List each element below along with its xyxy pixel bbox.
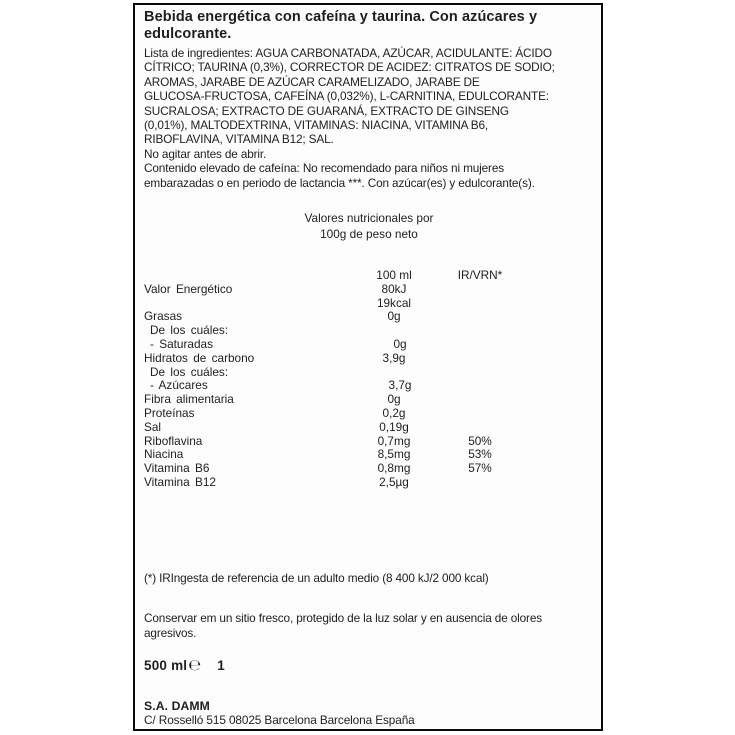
caffeine-warning-line: Contenido elevado de cafeína: No recomendado para niños ni mujeres bbox=[144, 161, 504, 176]
ri-percentage bbox=[453, 366, 519, 380]
ri-percentage bbox=[447, 393, 513, 407]
table-row bbox=[144, 393, 592, 407]
amount-value: 0,7mg bbox=[377, 433, 411, 448]
amount-value: 0g bbox=[387, 392, 401, 407]
nutrient-label: De los cuáles: bbox=[150, 323, 229, 338]
table-row bbox=[144, 352, 592, 366]
product-title-line: Bebida energética con cafeína y taurina. Con azúcares y bbox=[144, 9, 538, 25]
nutrient-label: Grasas bbox=[144, 309, 183, 324]
ri-percentage bbox=[453, 338, 519, 352]
table-row bbox=[144, 283, 592, 297]
ri-percentage bbox=[447, 476, 513, 490]
nutrition-heading-line: Valores nutricionales por bbox=[304, 211, 434, 226]
nutrition-table bbox=[144, 269, 592, 490]
nutrient-label: - Saturadas bbox=[150, 337, 213, 352]
amount-value: 3,9g bbox=[382, 350, 406, 365]
ingredients-line: (0,01%), MALTODEXTRINA, VITAMINAS: NIACINA, VITAMINA B6, bbox=[144, 118, 489, 133]
amount-value: 0,2g bbox=[382, 406, 406, 421]
ri-percentage: 50% bbox=[468, 433, 492, 448]
storage-instructions bbox=[144, 611, 592, 640]
ri-percentage bbox=[447, 310, 513, 324]
amount-value: 0g bbox=[387, 309, 401, 324]
ingredients-line: RIBOFLAVINA, VITAMINA B12; SAL. bbox=[144, 132, 334, 147]
nutrient-label: Vitamina B12 bbox=[144, 475, 216, 490]
nutrient-label: Riboflavina bbox=[144, 433, 203, 448]
storage-line: agresivos. bbox=[144, 625, 197, 640]
product-label bbox=[133, 3, 603, 731]
table-header-row bbox=[144, 269, 592, 283]
table-row bbox=[144, 338, 592, 352]
ri-percentage: 53% bbox=[468, 447, 492, 462]
amount-value: 19kcal bbox=[376, 295, 412, 310]
amount-value: 8,5mg bbox=[377, 447, 411, 462]
nutrient-label: Vitamina B6 bbox=[144, 461, 210, 476]
nutrient-label: Fibra alimentaria bbox=[144, 392, 234, 407]
ri-percentage bbox=[447, 352, 513, 366]
caffeine-warning-line: embarazadas o en periodo de lactancia ***. Con azúcar(es) y edulcorante(s). bbox=[144, 175, 535, 190]
storage-line: Conservar em un sitio fresco, protegido de la luz solar y en ausencia de olores bbox=[144, 611, 542, 626]
net-volume: 500 ml bbox=[144, 658, 188, 674]
nutrient-label: Sal bbox=[144, 419, 162, 434]
no-shake-note: No agitar antes de abrir. bbox=[144, 146, 267, 161]
nutrient-label bbox=[144, 269, 349, 283]
ri-percentage bbox=[447, 407, 513, 421]
unit-count: 1 bbox=[217, 658, 225, 674]
table-row bbox=[144, 407, 592, 421]
ingredients-list bbox=[144, 46, 592, 147]
ingredients-line: AROMAS, JARABE DE AZÚCAR CARAMELIZADO, JARABE DE bbox=[144, 74, 480, 89]
net-volume-line bbox=[144, 656, 592, 674]
amount-value: 0g bbox=[393, 337, 407, 352]
nutrition-values-heading bbox=[199, 211, 539, 242]
ingredients-line: Lista de ingredientes: AGUA CARBONATADA, AZÚCAR, ACIDULANTE: ÁCIDO bbox=[144, 46, 552, 60]
table-row bbox=[144, 310, 592, 324]
company-name: S.A. DAMM bbox=[144, 699, 210, 714]
caffeine-warning bbox=[144, 161, 592, 190]
amount-value: 0,8mg bbox=[377, 461, 411, 476]
table-row bbox=[144, 462, 592, 476]
ri-percentage bbox=[447, 283, 513, 297]
ri-percentage: 57% bbox=[468, 461, 492, 476]
nutrient-label: De los cuáles: bbox=[150, 364, 229, 379]
amount-column-header: 100 ml bbox=[376, 268, 412, 283]
table-row bbox=[144, 324, 592, 338]
table-row bbox=[144, 366, 592, 380]
ri-percentage bbox=[447, 421, 513, 435]
nutrient-label: Hidratos de carbono bbox=[144, 350, 255, 365]
ri-column-header: IR/VRN* bbox=[457, 268, 503, 283]
table-row bbox=[144, 448, 592, 462]
nutrient-label: - Azúcares bbox=[150, 378, 208, 393]
table-row bbox=[144, 435, 592, 449]
ri-percentage bbox=[453, 379, 519, 393]
amount-value bbox=[355, 366, 445, 380]
table-row bbox=[144, 476, 592, 490]
estimated-sign: ℮ bbox=[188, 656, 202, 675]
nutrient-label: Valor Energético bbox=[144, 281, 233, 296]
amount-value: 2,5µg bbox=[379, 475, 409, 490]
product-title-line: edulcorante. bbox=[144, 26, 232, 42]
ingredients-line: GLUCOSA-FRUCTOSA, CAFEÍNA (0,032%), L-CARNITINA, EDULCORANTE: bbox=[144, 89, 549, 104]
nutrient-label: Proteínas bbox=[144, 406, 195, 421]
reference-intake-footnote: (*) IRIngesta de referencia de un adulto medio (8 400 kJ/2 000 kcal) bbox=[144, 570, 489, 585]
table-row bbox=[144, 379, 592, 393]
product-title bbox=[144, 9, 592, 43]
nutrient-label: Niacina bbox=[144, 447, 184, 462]
ingredients-line: CÍTRICO; TAURINA (0,3%), CORRECTOR DE ACIDEZ: CITRATOS DE SODIO; bbox=[144, 60, 555, 75]
ri-percentage bbox=[447, 297, 513, 311]
amount-value: 80kJ bbox=[381, 281, 407, 296]
amount-value: 0,19g bbox=[379, 419, 409, 434]
company-address: C/ Rosselló 515 08025 Barcelona Barcelona España bbox=[144, 713, 415, 728]
nutrition-heading-line: 100g de peso neto bbox=[320, 226, 418, 241]
ingredients-line: SUCRALOSA; EXTRACTO DE GUARANÁ, EXTRACTO DE GINSENG bbox=[144, 103, 509, 118]
amount-value: 3,7g bbox=[388, 378, 412, 393]
table-row bbox=[144, 421, 592, 435]
nutrient-label bbox=[144, 297, 349, 311]
table-row bbox=[144, 297, 592, 311]
amount-value bbox=[355, 324, 445, 338]
ri-percentage bbox=[453, 324, 519, 338]
